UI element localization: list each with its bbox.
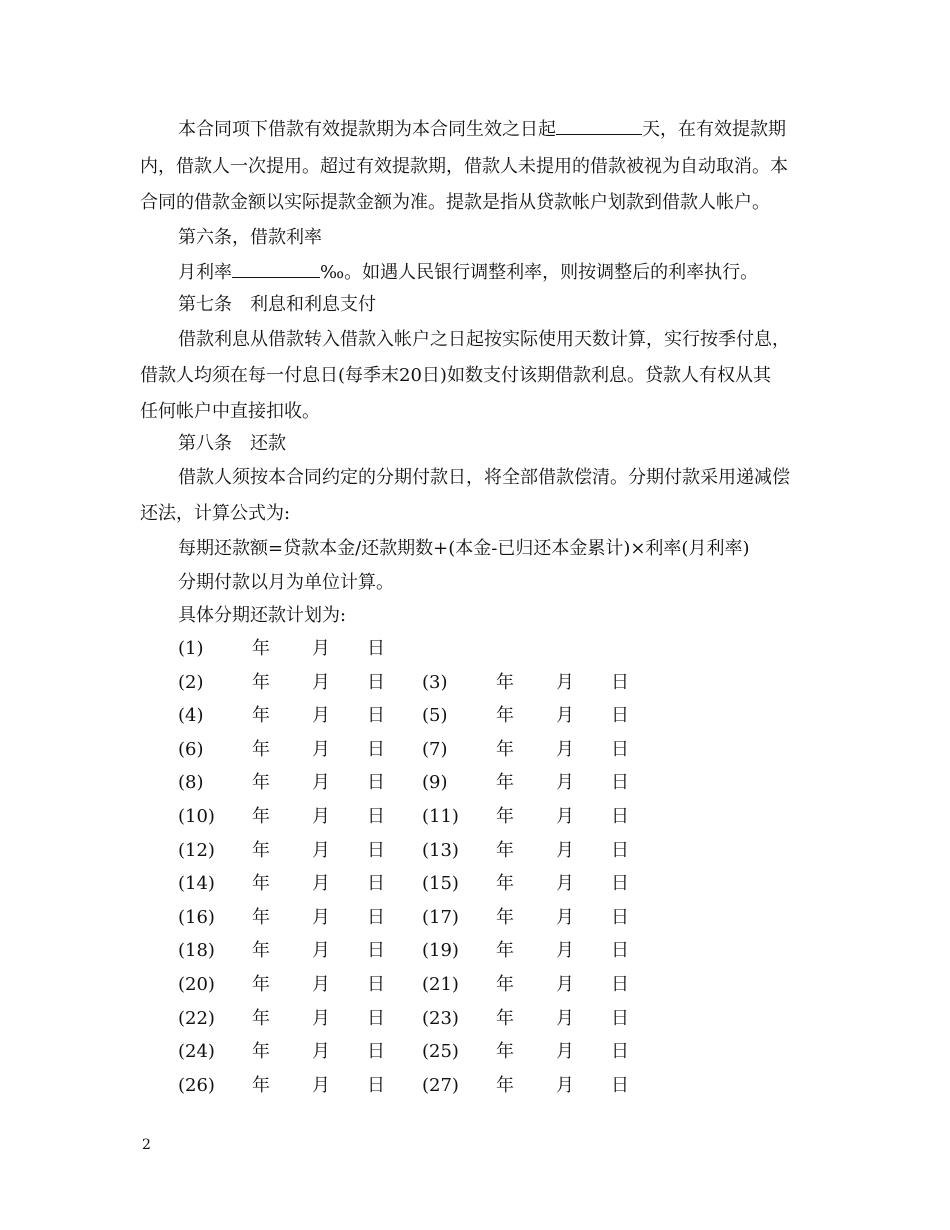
day-label: 日 — [367, 907, 385, 928]
installment-number: (8) — [178, 772, 204, 793]
day-label: 日 — [611, 1041, 629, 1062]
month-label: 月 — [556, 840, 574, 861]
installment-number: (12) — [178, 840, 215, 861]
text-segment: 天，在有效提款期 — [642, 119, 786, 140]
installment-number: (10) — [178, 806, 215, 827]
article-7-line-1: 借款利息从借款转入借款入帐户之日起按实际使用天数计算，实行按季付息， — [178, 329, 790, 350]
year-label: 年 — [252, 840, 270, 861]
month-label: 月 — [312, 840, 330, 861]
article-5-line-2: 内，借款人一次提用。超过有效提款期，借款人未提用的借款被视为自动取消。本 — [140, 156, 788, 177]
schedule-row — [178, 671, 648, 695]
day-label: 日 — [611, 840, 629, 861]
year-label: 年 — [252, 638, 270, 659]
day-label: 日 — [367, 873, 385, 894]
year-label: 年 — [496, 907, 514, 928]
month-label: 月 — [312, 772, 330, 793]
year-label: 年 — [496, 974, 514, 995]
text-segment: 月利率 — [178, 262, 232, 283]
schedule-row — [178, 872, 648, 896]
day-label: 日 — [367, 638, 385, 659]
month-label: 月 — [312, 974, 330, 995]
year-label: 年 — [252, 1008, 270, 1029]
installment-number: (17) — [422, 907, 459, 928]
schedule-row — [178, 939, 648, 963]
installment-number: (22) — [178, 1008, 215, 1029]
day-label: 日 — [611, 705, 629, 726]
year-label: 年 — [252, 940, 270, 961]
month-label: 月 — [556, 940, 574, 961]
installment-number: (15) — [422, 873, 459, 894]
day-label: 日 — [367, 974, 385, 995]
year-label: 年 — [496, 940, 514, 961]
article-6-body — [178, 261, 758, 285]
month-label: 月 — [312, 806, 330, 827]
installment-number: (2) — [178, 672, 204, 693]
year-label: 年 — [252, 672, 270, 693]
month-label: 月 — [312, 1041, 330, 1062]
installment-number: (11) — [422, 806, 459, 827]
month-label: 月 — [556, 772, 574, 793]
article-5-line-1 — [178, 118, 786, 142]
day-label: 日 — [611, 1075, 629, 1096]
schedule-row — [178, 973, 648, 997]
year-label: 年 — [496, 1008, 514, 1029]
month-label: 月 — [312, 907, 330, 928]
day-label: 日 — [611, 772, 629, 793]
schedule-row — [178, 1074, 648, 1098]
day-label: 日 — [611, 974, 629, 995]
page-number: 2 — [142, 1137, 151, 1153]
fill-in-blank-rate — [232, 261, 320, 278]
year-label: 年 — [252, 974, 270, 995]
day-label: 日 — [367, 806, 385, 827]
year-label: 年 — [252, 806, 270, 827]
year-label: 年 — [496, 806, 514, 827]
day-label: 日 — [611, 739, 629, 760]
year-label: 年 — [496, 772, 514, 793]
installment-number: (16) — [178, 907, 215, 928]
month-label: 月 — [556, 1041, 574, 1062]
month-label: 月 — [556, 907, 574, 928]
installment-number: (14) — [178, 873, 215, 894]
schedule-row — [178, 771, 648, 795]
month-label: 月 — [556, 1008, 574, 1029]
year-label: 年 — [496, 1075, 514, 1096]
year-label: 年 — [496, 873, 514, 894]
year-label: 年 — [496, 672, 514, 693]
year-label: 年 — [496, 1041, 514, 1062]
article-7-title: 第七条 利息和利息支付 — [178, 294, 376, 315]
schedule-row — [178, 906, 648, 930]
month-label: 月 — [556, 873, 574, 894]
month-label: 月 — [556, 806, 574, 827]
article-8-line-5: 具体分期还款计划为: — [178, 605, 347, 626]
month-label: 月 — [556, 705, 574, 726]
day-label: 日 — [367, 1041, 385, 1062]
installment-number: (18) — [178, 940, 215, 961]
installment-number: (13) — [422, 840, 459, 861]
article-8-title: 第八条 还款 — [178, 433, 286, 454]
month-label: 月 — [556, 672, 574, 693]
installment-number: (1) — [178, 638, 204, 659]
month-label: 月 — [312, 873, 330, 894]
article-7-line-3: 任何帐户中直接扣收。 — [140, 401, 320, 422]
schedule-row — [178, 1040, 648, 1064]
installment-number: (19) — [422, 940, 459, 961]
article-8-line-2: 还法，计算公式为: — [140, 503, 291, 524]
schedule-row — [178, 1007, 648, 1031]
day-label: 日 — [611, 873, 629, 894]
article-7-line-2: 借款人均须在每一付息日(每季末20日)如数支付该期借款利息。贷款人有权从其 — [140, 365, 771, 386]
day-label: 日 — [367, 772, 385, 793]
text-segment: ‰。如遇人民银行调整利率，则按调整后的利率执行。 — [320, 262, 759, 283]
month-label: 月 — [312, 672, 330, 693]
installment-number: (26) — [178, 1075, 215, 1096]
installment-number: (21) — [422, 974, 459, 995]
installment-number: (6) — [178, 739, 204, 760]
month-label: 月 — [556, 739, 574, 760]
article-5-line-3: 合同的借款金额以实际提款金额为准。提款是指从贷款帐户划款到借款人帐户。 — [140, 192, 770, 213]
year-label: 年 — [252, 739, 270, 760]
day-label: 日 — [367, 672, 385, 693]
repayment-formula: 每期还款额=贷款本金/还款期数+(本金-已归还本金累计)×利率(月利率) — [178, 538, 750, 559]
article-8-line-1: 借款人须按本合同约定的分期付款日，将全部借款偿清。分期付款采用递减偿 — [178, 467, 790, 488]
month-label: 月 — [556, 1075, 574, 1096]
month-label: 月 — [312, 1075, 330, 1096]
installment-number: (9) — [422, 772, 448, 793]
day-label: 日 — [611, 907, 629, 928]
schedule-row — [178, 637, 648, 661]
day-label: 日 — [367, 739, 385, 760]
day-label: 日 — [367, 1075, 385, 1096]
day-label: 日 — [367, 940, 385, 961]
year-label: 年 — [496, 840, 514, 861]
year-label: 年 — [252, 772, 270, 793]
day-label: 日 — [611, 806, 629, 827]
schedule-row — [178, 805, 648, 829]
day-label: 日 — [611, 1008, 629, 1029]
schedule-row — [178, 738, 648, 762]
year-label: 年 — [252, 1075, 270, 1096]
month-label: 月 — [312, 940, 330, 961]
day-label: 日 — [611, 672, 629, 693]
year-label: 年 — [496, 739, 514, 760]
installment-number: (4) — [178, 705, 204, 726]
installment-number: (20) — [178, 974, 215, 995]
schedule-row — [178, 839, 648, 863]
month-label: 月 — [312, 705, 330, 726]
installment-number: (7) — [422, 739, 448, 760]
year-label: 年 — [252, 907, 270, 928]
fill-in-blank-days — [556, 118, 642, 135]
day-label: 日 — [367, 705, 385, 726]
installment-number: (3) — [422, 672, 448, 693]
installment-number: (25) — [422, 1041, 459, 1062]
year-label: 年 — [252, 873, 270, 894]
installment-number: (27) — [422, 1075, 459, 1096]
month-label: 月 — [312, 739, 330, 760]
installment-number: (23) — [422, 1008, 459, 1029]
installment-number: (5) — [422, 705, 448, 726]
month-label: 月 — [312, 1008, 330, 1029]
schedule-row — [178, 704, 648, 728]
year-label: 年 — [496, 705, 514, 726]
day-label: 日 — [367, 840, 385, 861]
text-segment: 本合同项下借款有效提款期为本合同生效之日起 — [178, 119, 556, 140]
installment-number: (24) — [178, 1041, 215, 1062]
day-label: 日 — [611, 940, 629, 961]
month-label: 月 — [556, 974, 574, 995]
year-label: 年 — [252, 705, 270, 726]
article-8-line-4: 分期付款以月为单位计算。 — [178, 572, 394, 593]
month-label: 月 — [312, 638, 330, 659]
year-label: 年 — [252, 1041, 270, 1062]
article-6-title: 第六条，借款利率 — [178, 227, 322, 248]
day-label: 日 — [367, 1008, 385, 1029]
